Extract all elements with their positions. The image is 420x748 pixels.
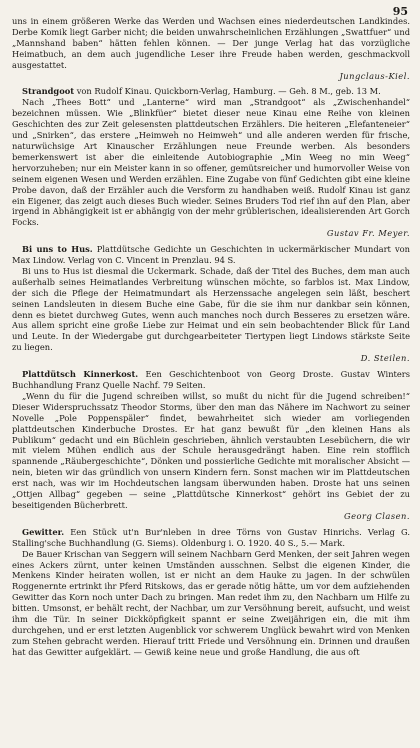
entry-header	[12, 86, 410, 97]
page-number: 95	[392, 5, 408, 18]
intro-signature: Jungclaus-Kiel.	[339, 70, 410, 81]
entry-paragraph: Nach „Thees Bott“ und „Lanterne“ wird man „Strandgoot“ als „Zwischenhandel“ bezeichnen müssen. Wie „Blinkfüer“ bietet dieser neue Kinau eine Reihe von kleinen Geschichten des zur Zeit gelesensten plattdeutschen Erzählers. Die heiteren „Elefanteneier“ und „Snirken“, das erstere „Heimweh no Heimweh“ und alle anderen werden für frische, naturwüchsige Art Kinauscher Erzählungen neue Freunde werben. Als besonders bemerkenswert ist aber die einleitende Autobiographie „Min Weeg no min Weeg“ hervorzuheben; nur ein Meister kann in so offener, gemütsreicher und humorvoller Weise von seinem eigenen Wesen und Werden erzählen. Eine Zugabe von fünf Gedichten gibt eine kleine Probe davon, daß der Erzähler auch die Versform zu handhaben weiß. Rudolf Kinau ist ganz ein Eigener, das zeigt auch dieses Buch wieder. Seines Bruders Tod rief ihn auf den Plan, aber irgend in Abhängigkeit ist er abhängig von der mehr grüblerischen, idealisierenden Art Gorch Focks.	[12, 97, 410, 228]
intro-paragraph: uns in einem größeren Werke das Werden und Wachsen eines niederdeutschen Landkindes. Derbe Komik liegt Garber nicht; die beiden unwahrscheinlichen Erzählungen „Swattfuer“ und „Mannshand baben“ hätten fehlen können. — Der junge Verlag hat das vorzügliche Heimatbuch, an dem auch jugendliche Leser ihre Freude haben werden, geschmackvoll ausgestattet.	[12, 16, 410, 70]
entry-paragraph: De Bauer Krischan van Seggern will seinem Nachbarn Gerd Menken, der seit Jahren wegen eines Ackers zürnt, unter keinen Umständen ausschnen. Selbst die eigenen Kinder, die Menkens Kinder heiraten wollen, ist er nicht an dem Hauke zu jagen. In der schwülen Roggenernte ertrinkt ihr Pferd Ritskows, das er gerade nötig hätte, um vor dem aufziehenden Gewitter das Korn noch unter Dach zu bringen. Man redet ihm zu, den Nachbarn um Hilfe zu bitten. Umsonst, er behält recht, der Nachbar, um zur Versöhnung bereit, aufsucht, und weist ihm die Tür. In seiner Dickköpfigkeit spannt er seine Zweijährigen ein, die mit ihm durchgehen, und er erst letzten Augenblick vor schwerem Unglück bewahrt wird von Menken zum Stehen gebracht werden. Hierauf tritt Friede und Versöhnung ein. Drinnen und draußen hat das Gewitter aufgeklärt. — Gewiß keine neue und große Handlung, die aus oft	[12, 548, 410, 657]
entry-meta: von Rudolf Kinau. Quickborn-Verlag, Hamburg. — Geh. 8 M., geb. 13 M.	[76, 86, 381, 97]
entry-header	[12, 369, 410, 391]
review-entry	[12, 86, 410, 239]
entry-title: Bi uns to Hus.	[22, 244, 93, 255]
entry-signature: Georg Clasen.	[343, 510, 410, 521]
review-entry	[12, 244, 410, 364]
entry-paragraph: „Wenn du für die Jugend schreiben willst, so mußt du nicht für die Jugend schreiben!“ Dieser Widerspruchssatz Theodor Storms, über den man das Nähere im Nachwort zu seiner Novelle „Pole Poppenspäler“ findet, bewahrheitet sich wieder am vorliegenden plattdeutschen Kinderbuche Drostes. Er hat ganz bewußt für „den kleinen Hans als Publikum“ gedacht und ein Büchlein geschrieben, ähnlich verstaubten Lesebüchern, die wir mit vielem Mühen endlich aus der Schule herausgedrängt haben. Eine rein stofflich spannende „Räubergeschichte“, Dönken und possierliche Gedichte mit moralischer Absicht — nein, bieten wir das gründlich von unsern Kindern fern. Sonst machen wir im Plattdeutschen erst nach, was wir im Hochdeutschen langsam überwunden haben. Droste hat uns seinen „Ottjen Allbag“ gegeben — seine „Plattdütsche Kinnerkost“ gehört ins Gebiet der zu beseitigenden Bücherbrett.	[12, 390, 410, 510]
entry-header	[12, 527, 410, 549]
entry-title: Strandgoot	[22, 86, 75, 97]
review-entry	[12, 369, 410, 522]
review-entry	[12, 527, 410, 658]
entry-meta: Een Geschichtenboot von Georg Droste. Gustav Winters Buchhandlung Franz Quelle Nachf. 79 Seiten.	[12, 369, 411, 390]
entry-paragraph: Bi uns to Hus ist diesmal die Uckermark. Schade, daß der Titel des Buches, dem man auch außerhalb seines Heimatlandes Verbreitung wünschen möchte, so farblos ist. Max Lindow, der sich die Pflege der Heimatmundart als Herzenssache angelegen sein läßt, beschert seinen Landsleuten in diesem Buche eine Gabe, für die sie ihm nur dankbar sein können, denn es bietet durchweg Gutes, wenn auch manches noch durch Besseres zu ersetzen wäre. Aus allem spricht eine große Liebe zur Heimat und ein sein beobachtender Blick für Land und Leute. In der Wiedergabe gut durchgearbeiteter Tiertypen liegt Lindows stärkste Seite zu liegen.	[12, 265, 410, 353]
entry-meta: Plattdütsche Gedichte un Geschichten in uckermärkischer Mundart von Max Lindow. Verlag von C. Vincent in Prenzlau. 94 S.	[12, 244, 410, 266]
entry-title: Gewitter.	[22, 526, 65, 537]
entry-title: Plattdütsch Kinnerkost.	[22, 369, 139, 380]
entry-signature: D. Steilen.	[360, 353, 410, 364]
entry-signature: Gustav Fr. Meyer.	[326, 228, 410, 239]
text-column	[12, 16, 410, 658]
entry-header	[12, 244, 410, 266]
entry-meta: Een Stück ut'n Bur'nleben in dree Törns von Gustav Hinrichs. Verlag G. Stalling'sche Buchhandlung (G. Siems). Oldenburg i. O. 1920. 40 S., 5.— Mark.	[12, 526, 410, 548]
